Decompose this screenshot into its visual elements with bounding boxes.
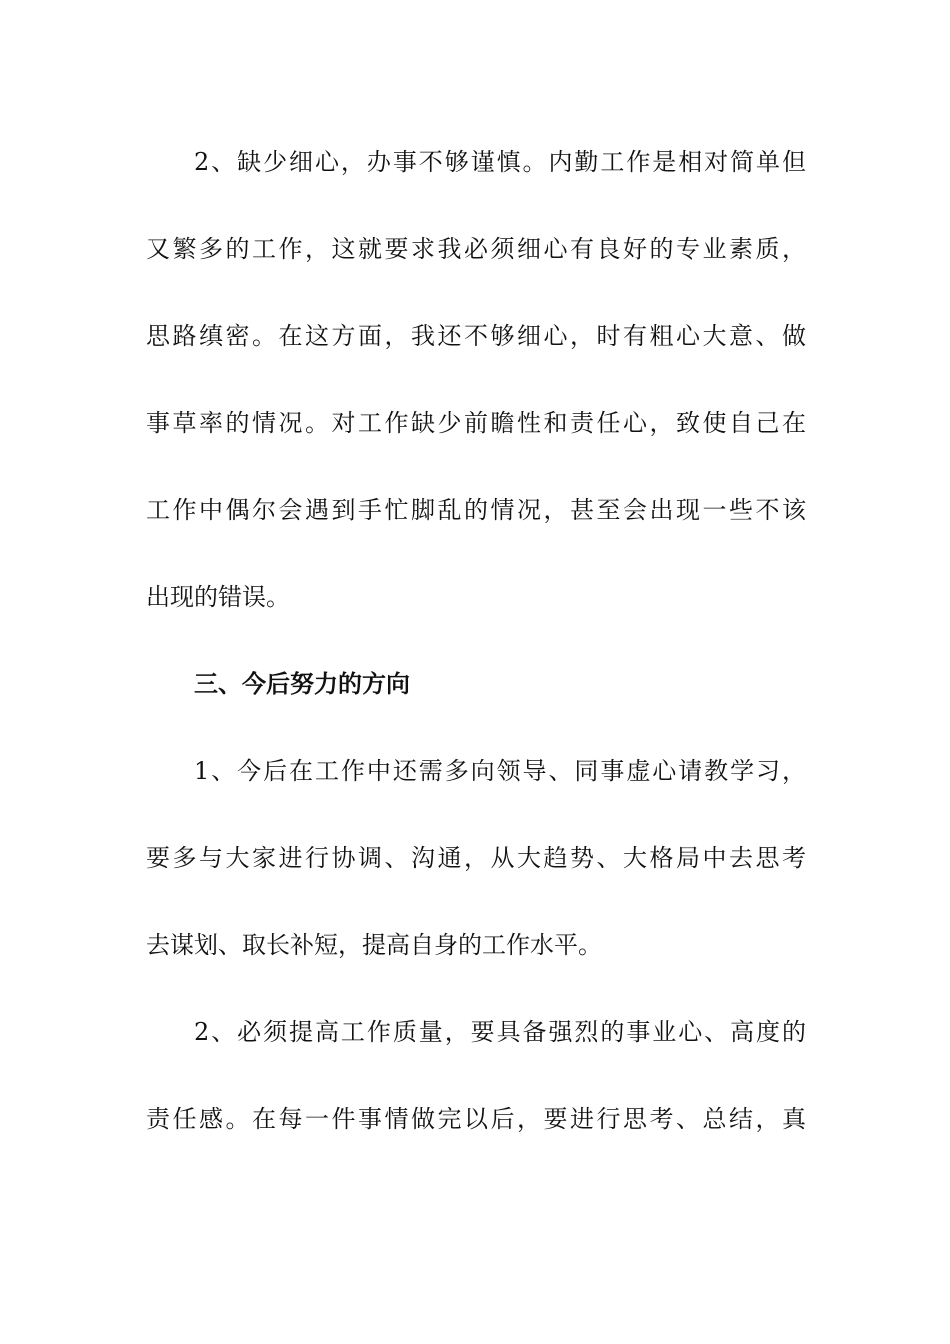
- paragraph-2-line-1: 2、缺少细心，办事不够谨慎。内勤工作是相对简单但: [194, 148, 806, 176]
- section-heading: 三、今后努力的方向: [194, 670, 410, 698]
- paragraph-2-line-2: 又繁多的工作，这就要求我必须细心有良好的专业素质，: [146, 235, 806, 263]
- paragraph-2-line-3: 思路缜密。在这方面，我还不够细心，时有粗心大意、做: [146, 322, 806, 350]
- item-1-line-3: 去谋划、取长补短，提高自身的工作水平。: [146, 931, 602, 959]
- item-1-line-1: 1、今后在工作中还需多向领导、同事虚心请教学习，: [194, 757, 806, 785]
- paragraph-2-line-6: 出现的错误。: [146, 583, 290, 611]
- item-1-line-2: 要多与大家进行协调、沟通，从大趋势、大格局中去思考: [146, 844, 806, 872]
- item-2-line-1: 2、必须提高工作质量，要具备强烈的事业心、高度的: [194, 1018, 806, 1046]
- paragraph-2-line-5: 工作中偶尔会遇到手忙脚乱的情况，甚至会出现一些不该: [146, 496, 806, 524]
- item-2-line-2: 责任感。在每一件事情做完以后，要进行思考、总结，真: [146, 1105, 806, 1133]
- document-body: [146, 130, 806, 1151]
- paragraph-2-line-4: 事草率的情况。对工作缺少前瞻性和责任心，致使自己在: [146, 409, 806, 437]
